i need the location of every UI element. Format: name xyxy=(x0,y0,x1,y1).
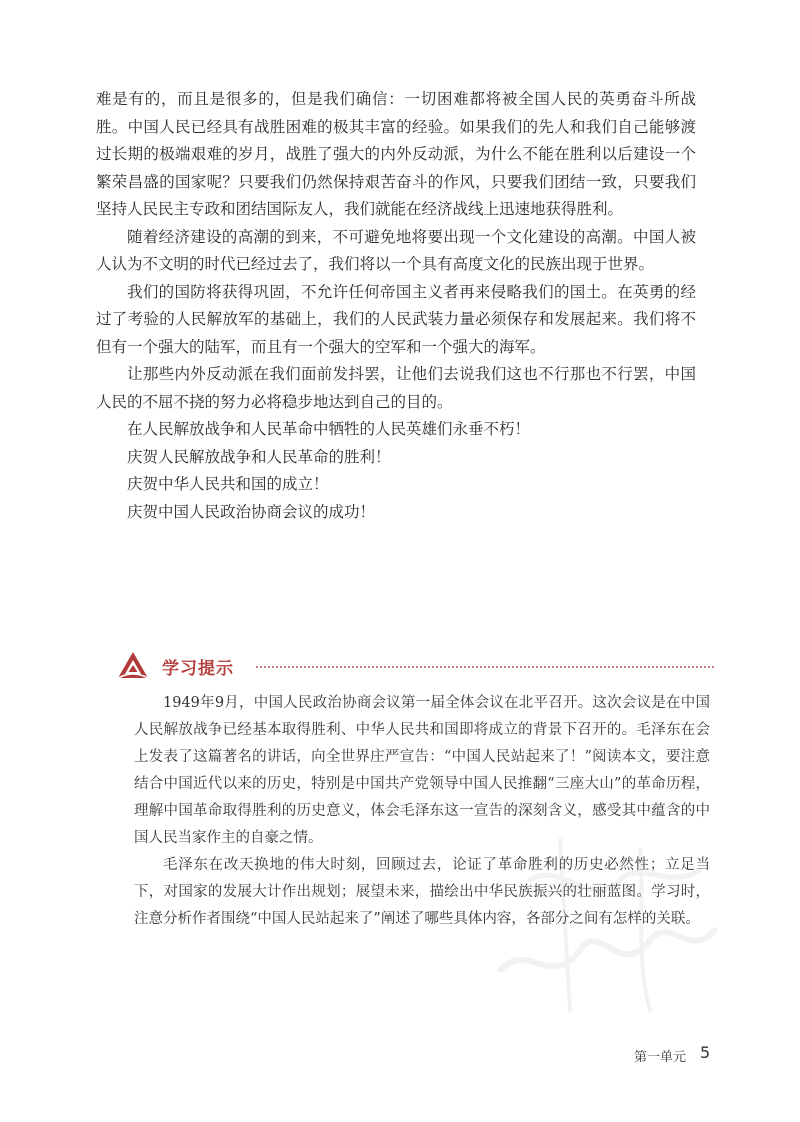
study-tips-header xyxy=(116,650,716,682)
paragraph-1: 难是有的，而且是很多的，但是我们确信：一切困难都将被全国人民的英勇奋斗所战胜。中国人民已经具有战胜困难的极其丰富的经验。如果我们的先人和我们自己能够渡过长期的极端艰难的岁月，战胜了强大的内外反动派，为什么不能在胜利以后建设一个繁荣昌盛的国家呢？只要我们仍然保持艰苦奋斗的作风，只要我们团结一致，只要我们坚持人民民主专政和团结国际友人，我们就能在经济战线上迅速地获得胜利。 xyxy=(96,90,696,218)
slogan-3: 庆贺中华人民共和国的成立！ xyxy=(127,475,329,493)
study-tips-title: 学习提示 xyxy=(162,659,234,679)
tips-paragraph-1: 1949年9月，中国人民政治协商会议第一届全体会议在北平召开。这次会议是在中国人民解放战争已经基本取得胜利、中华人民共和国即将成立的背景下召开的。毛泽东在会上发表了这篇著名的讲话，向全世界庄严宣告：“中国人民站起来了！”阅读本文，要注意结合中国近代以来的历史，特别是中国共产党领导中国人民推翻“三座大山”的革命历程，理解中国革命取得胜利的历史意义，体会毛泽东这一宣告的深刻含义，感受其中蕴含的中国人民当家作主的自豪之情。 xyxy=(134,695,710,846)
footer-unit-label: 第一单元 xyxy=(634,1050,687,1065)
page-number: 5 xyxy=(700,1043,711,1062)
slogan-4: 庆贺中国人民政治协商会议的成功！ xyxy=(127,502,376,521)
main-text xyxy=(96,86,696,526)
mountain-logo-icon xyxy=(116,650,150,680)
tips-paragraph-2: 毛泽东在改天换地的伟大时刻，回顾过去，论证了革命胜利的历史必然性；立足当下，对国家的发展大计作出规划；展望未来，描绘出中华民族振兴的壮丽蓝图。学习时，注意分析作者围绕“中国人民站起来了”阐述了哪些具体内容，各部分之间有怎样的关联。 xyxy=(134,857,710,927)
paragraph-2: 随着经济建设的高潮的到来，不可避免地将要出现一个文化建设的高潮。中国人被人认为不文明的时代已经过去了，我们将以一个具有高度文化的民族出现于世界。 xyxy=(96,227,696,273)
slogan-2: 庆贺人民解放战争和人民革命的胜利！ xyxy=(127,447,391,466)
paragraph-4: 让那些内外反动派在我们面前发抖罢，让他们去说我们这也不行那也不行罢，中国人民的不屈不挠的努力必将稳步地达到自己的目的。 xyxy=(96,365,696,411)
paragraph-3: 我们的国防将获得巩固，不允许任何帝国主义者再来侵略我们的国土。在英勇的经过了考验的人民解放军的基础上，我们的人民武装力量必须保存和发展起来。我们将不但有一个强大的陆军，而且有一个强大的空军和一个强大的海军。 xyxy=(96,282,696,356)
calligraphy-watermark xyxy=(470,820,730,1020)
slogan-1: 在人民解放战争和人民革命中牺牲的人民英雄们永垂不朽！ xyxy=(127,420,531,438)
dotted-divider xyxy=(256,666,714,668)
